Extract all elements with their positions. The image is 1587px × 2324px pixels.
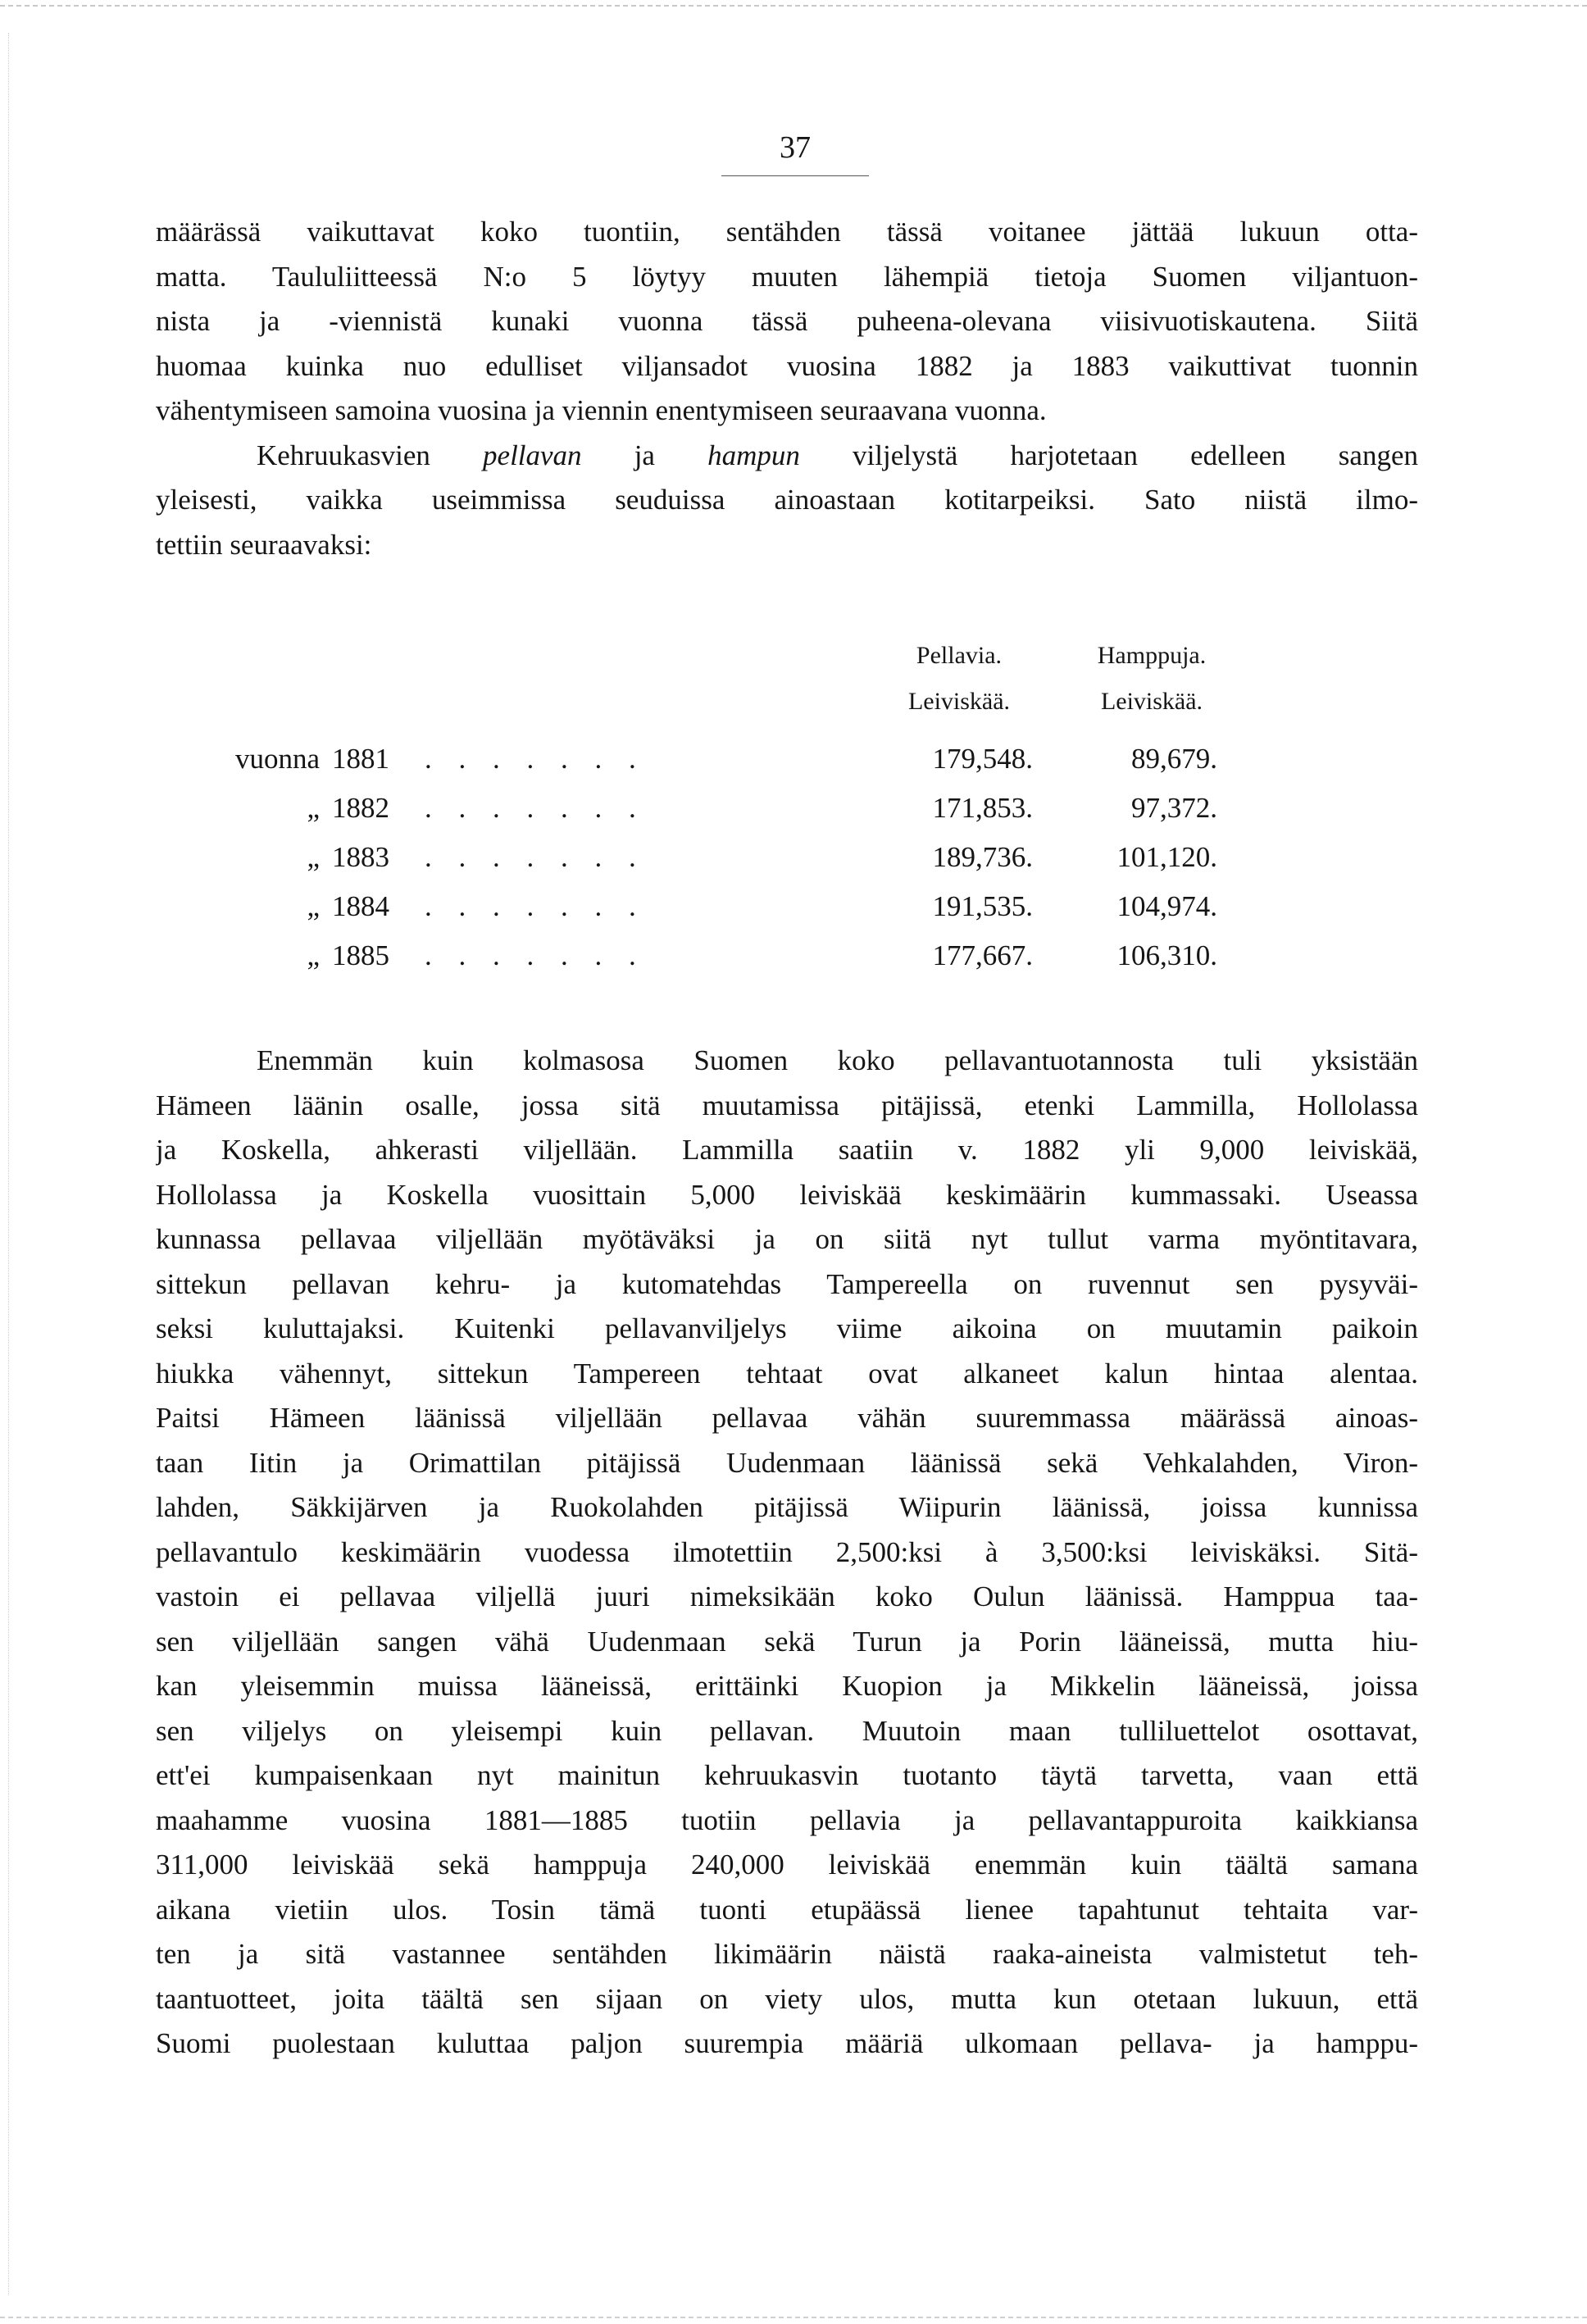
text-fragment: ja bbox=[581, 439, 708, 471]
text-line: määrässä vaikuttavat koko tuontiin, sentähden tässä voitanee jättää lukuun otta- bbox=[156, 216, 1418, 248]
text-line: nista ja -viennistä kunaki vuonna tässä puheena-olevana viisivuotiskautena. Siitä bbox=[156, 305, 1418, 337]
row-lead: „ bbox=[307, 890, 320, 922]
text-line: yleisesti, vaikka useimmissa seuduissa ainoastaan kotitarpeiksi. Sato niistä ilmo- bbox=[156, 484, 1418, 516]
table-row bbox=[148, 884, 1295, 930]
scan-edge-bottom bbox=[0, 2317, 1587, 2318]
column-header-hamppuja: Hamppuja. bbox=[1097, 642, 1207, 669]
text-line: sen viljellään sangen vähä Uudenmaan sekä Turun ja Porin lääneissä, mutta hiu- bbox=[156, 1625, 1418, 1658]
italic-term-hampun: hampun bbox=[707, 439, 800, 471]
column-unit-pellavia: Leiviskää. bbox=[907, 688, 1011, 715]
leader-dots: . . . . . . . bbox=[425, 890, 646, 922]
scan-edge-top bbox=[0, 5, 1587, 7]
italic-term-pellavan: pellavan bbox=[483, 439, 582, 471]
flax-hemp-text bbox=[156, 1039, 1418, 2067]
text-line: Paitsi Hämeen läänissä viljellään pellavaa vähän suuremmassa määrässä ainoas- bbox=[156, 1402, 1418, 1434]
text-line: ten ja sitä vastannee sentähden likimäärin näistä raaka-aineista valmistetut teh- bbox=[156, 1938, 1418, 1970]
text-line: ja Koskella, ahkerasti viljellään. Lammilla saatiin v. 1882 yli 9,000 leiviskää, bbox=[156, 1134, 1418, 1166]
table-row bbox=[148, 785, 1295, 831]
hamppuja-value: 89,679. bbox=[1131, 743, 1217, 775]
leader-dots: . . . . . . . bbox=[425, 743, 646, 775]
text-line: sen viljelys on yleisempi kuin pellavan. Muutoin maan tulliluettelot osottavat, bbox=[156, 1714, 1418, 1747]
row-lead: „ bbox=[307, 792, 320, 824]
leader-dots: . . . . . . . bbox=[425, 841, 646, 873]
text-line: 311,000 leiviskää sekä hamppuja 240,000 leiviskää enemmän kuin täältä samana bbox=[156, 1849, 1418, 1881]
text-line: Suomi puolestaan kuluttaa paljon suurempia määriä ulkomaan pellava- ja hamppu- bbox=[156, 2027, 1418, 2059]
page-number: 37 bbox=[780, 130, 811, 165]
pellavia-value: 177,667. bbox=[932, 939, 1033, 971]
text-line: taantuotteet, joita täältä sen sijaan on viety ulos, mutta kun otetaan lukuun, että bbox=[156, 1982, 1418, 2015]
leader-dots: . . . . . . . bbox=[425, 939, 646, 971]
row-lead: „ bbox=[307, 939, 320, 971]
pellavia-value: 189,736. bbox=[932, 841, 1033, 873]
text-fragment: Kehruukasvien bbox=[257, 439, 484, 471]
text-line: aikana vietiin ulos. Tosin tämä tuonti etupäässä lienee tapahtunut tehtaita var- bbox=[156, 1893, 1418, 1926]
pellavia-value: 179,548. bbox=[932, 743, 1033, 775]
column-unit-hamppuja: Leiviskää. bbox=[1100, 688, 1203, 715]
row-lead: „ bbox=[307, 841, 320, 873]
text-line: sittekun pellavan kehru- ja kutomatehdas Tampereella on ruvennut sen pysyväi- bbox=[156, 1267, 1418, 1300]
text-line: seksi kuluttajaksi. Kuitenki pellavanviljelys viime aikoina on muutamin paikoin bbox=[156, 1312, 1418, 1344]
row-year: 1882 bbox=[332, 792, 389, 824]
text-line: kan yleisemmin muissa lääneissä, erittäinki Kuopion ja Mikkelin lääneissä, joissa bbox=[156, 1670, 1418, 1702]
row-lead: vuonna bbox=[234, 743, 320, 775]
pellavia-value: 171,853. bbox=[932, 792, 1033, 824]
text-line: tettiin seuraavaksi: bbox=[156, 528, 372, 561]
text-line: Enemmän kuin kolmasosa Suomen koko pellavantuotannosta tuli yksistään bbox=[257, 1044, 1418, 1076]
leader-dots: . . . . . . . bbox=[425, 792, 646, 824]
hamppuja-value: 97,372. bbox=[1131, 792, 1217, 824]
table-row bbox=[148, 835, 1295, 880]
page-number-rule bbox=[721, 175, 869, 176]
text-line: huomaa kuinka nuo edulliset viljansadot vuosina 1882 ja 1883 vaikuttivat tuonnin bbox=[156, 349, 1418, 382]
text-line: lahden, Säkkijärven ja Ruokolahden pitäjissä Wiipurin läänissä, joissa kunnissa bbox=[156, 1491, 1418, 1523]
text-line: matta. Taululiitteessä N:o 5 löytyy muuten lähempiä tietoja Suomen viljantuon- bbox=[156, 260, 1418, 293]
hamppuja-value: 104,974. bbox=[1116, 890, 1217, 922]
text-line: pellavantulo keskimäärin vuodessa ilmotettiin 2,500:ksi à 3,500:ksi leiviskäksi. Sitä- bbox=[156, 1535, 1418, 1568]
table-row bbox=[148, 933, 1295, 979]
row-year: 1883 bbox=[332, 841, 389, 873]
text-line: maahamme vuosina 1881—1885 tuotiin pellavia ja pellavantappuroita kaikkiansa bbox=[156, 1803, 1418, 1836]
row-year: 1884 bbox=[332, 890, 389, 922]
text-line: Hollolassa ja Koskella vuosittain 5,000 leiviskää keskimäärin kummassaki. Useassa bbox=[156, 1178, 1418, 1211]
text-line: Hämeen läänin osalle, jossa sitä muutamissa pitäjissä, etenki Lammilla, Hollolassa bbox=[156, 1089, 1418, 1121]
opening-text bbox=[156, 210, 1418, 567]
text-line: taan Iitin ja Orimattilan pitäjissä Uudenmaan läänissä sekä Vehkalahden, Viron- bbox=[156, 1446, 1418, 1479]
row-year: 1881 bbox=[332, 743, 389, 775]
text-line-with-italics bbox=[156, 434, 1418, 479]
text-line: vähentymiseen samoina vuosina ja viennin enentymiseen seuraavana vuonna. bbox=[156, 394, 1047, 426]
hamppuja-value: 101,120. bbox=[1116, 841, 1217, 873]
text-line: hiukka vähennyt, sittekun Tampereen tehtaat ovat alkaneet kalun hintaa alentaa. bbox=[156, 1357, 1418, 1389]
text-line: kunnassa pellavaa viljellään myötäväksi ja on siitä nyt tullut varma myöntitavara, bbox=[156, 1223, 1418, 1255]
column-header-pellavia: Pellavia. bbox=[916, 642, 1003, 669]
text-line: ett'ei kumpaisenkaan nyt mainitun kehruukasvin tuotanto täytä tarvetta, vaan että bbox=[156, 1759, 1418, 1791]
text-line: vastoin ei pellavaa viljellä juuri nimeksikään koko Oulun läänissä. Hamppua taa- bbox=[156, 1580, 1418, 1612]
scan-edge-left bbox=[8, 33, 9, 2295]
text-fragment: viljelystä harjotetaan edelleen sangen bbox=[799, 439, 1418, 471]
pellavia-value: 191,535. bbox=[932, 890, 1033, 922]
table-row bbox=[148, 736, 1295, 782]
row-year: 1885 bbox=[332, 939, 389, 971]
hamppuja-value: 106,310. bbox=[1116, 939, 1217, 971]
